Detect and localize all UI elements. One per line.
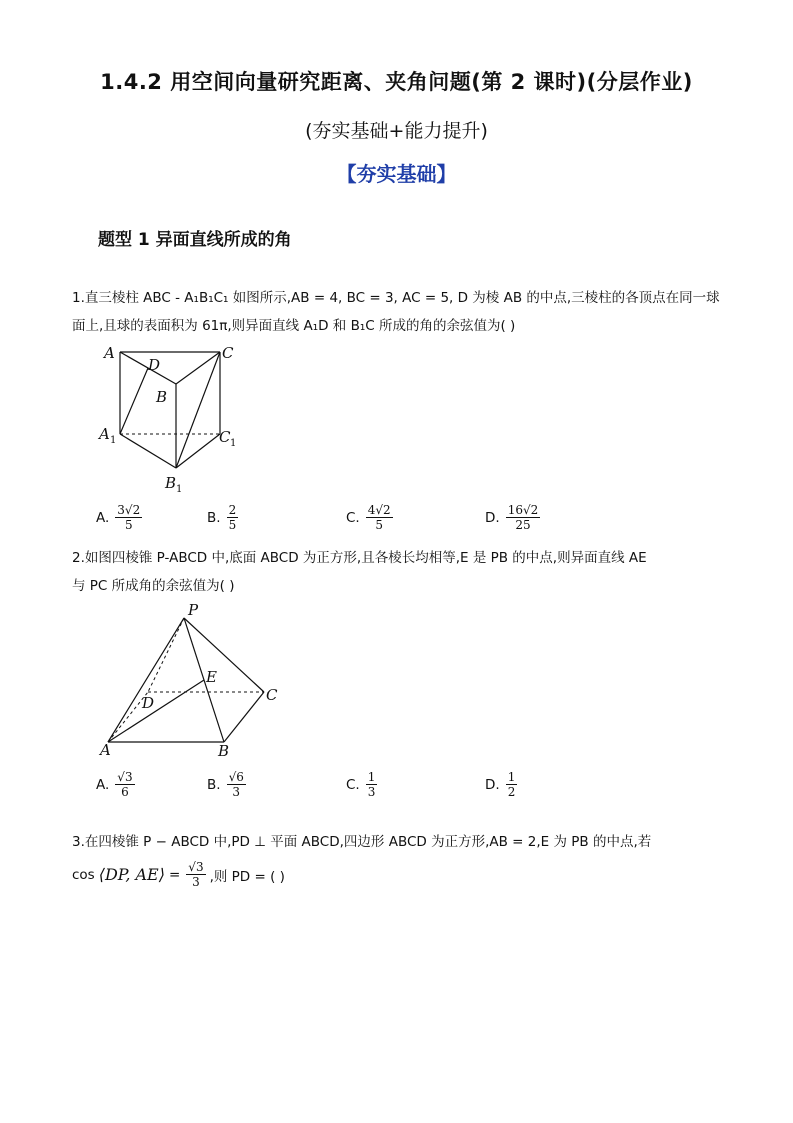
label-b1: B <box>165 474 177 492</box>
frac-num: 1 <box>367 770 376 784</box>
option-letter: C. <box>346 509 360 526</box>
option-letter: A. <box>96 509 110 526</box>
frac-den: 2 <box>507 785 516 799</box>
frac-num: 16√2 <box>507 503 539 517</box>
label-b1-sub: 1 <box>176 484 183 495</box>
label-p: P <box>188 601 199 619</box>
option-fraction <box>115 503 142 532</box>
option-fraction <box>227 503 239 532</box>
frac-num: √6 <box>228 770 244 784</box>
cos-label: cos <box>72 866 95 883</box>
option-fraction <box>366 770 378 799</box>
frac-den: 5 <box>124 518 133 532</box>
option-fraction <box>366 503 393 532</box>
edge-pa <box>108 618 184 742</box>
frac-num: √3 <box>188 860 204 874</box>
option-letter: A. <box>96 776 110 793</box>
frac-den: 6 <box>121 785 129 799</box>
topic-heading: 题型 1 异面直线所成的角 <box>98 230 292 250</box>
label-c: C <box>266 686 278 704</box>
q1-option-d[interactable] <box>485 503 540 532</box>
label-a: A <box>104 344 115 362</box>
label-a1: A <box>99 425 110 443</box>
q2-option-d[interactable] <box>485 770 517 799</box>
figure-pyramid <box>96 600 292 760</box>
question-3-line-1: 3.在四棱锥 P − ABCD 中,PD ⊥ 平面 ABCD,四边形 ABCD 为正方形,AB = 2,E 为 PB 的中点,若 <box>72 834 652 850</box>
frac-den: 3 <box>192 875 200 889</box>
q2-option-a[interactable] <box>96 770 135 799</box>
frac-den: 3 <box>367 785 376 799</box>
question-1-text <box>72 284 727 340</box>
vector-pair-text: DP, AE <box>104 865 159 884</box>
label-b: B <box>156 388 168 406</box>
option-letter: D. <box>485 509 500 526</box>
frac-num: √3 <box>117 770 133 784</box>
option-fraction <box>115 770 134 799</box>
question-3-line-2 <box>72 860 285 889</box>
equals-sign: = <box>168 866 181 883</box>
figure-prism <box>92 340 252 495</box>
label-c1-sub: 1 <box>230 438 237 449</box>
option-letter: B. <box>207 776 221 793</box>
frac-num: 1 <box>507 770 516 784</box>
frac-den: 5 <box>228 518 237 532</box>
frac-num: 4√2 <box>367 503 391 517</box>
option-fraction <box>227 770 246 799</box>
q3-suffix: ,则 PD = ( ) <box>209 868 285 885</box>
page-title: 1.4.2 用空间向量研究距离、夹角问题(第 2 课时)(分层作业) <box>100 70 693 94</box>
q3-fraction <box>186 860 205 889</box>
question-2-line-1: 2.如图四棱锥 P-ABCD 中,底面 ABCD 为正方形,且各棱长均相等,E 是 PB 的中点,则异面直线 AE <box>72 550 647 566</box>
label-e: E <box>206 668 217 686</box>
label-c1: C <box>219 428 231 446</box>
label-a1-sub: 1 <box>110 435 117 446</box>
label-d: D <box>142 694 155 712</box>
frac-num: 3√2 <box>117 503 141 517</box>
page-subtitle: (夯实基础+能力提升) <box>305 120 488 142</box>
option-letter: D. <box>485 776 500 793</box>
option-letter: C. <box>346 776 360 793</box>
frac-den: 3 <box>232 785 241 799</box>
q2-option-b[interactable] <box>207 770 246 799</box>
question-2-line-2: 与 PC 所成角的余弦值为( ) <box>72 578 235 594</box>
q1-option-c[interactable] <box>346 503 393 532</box>
label-b: B <box>218 742 230 760</box>
edge-pd-hidden <box>148 618 184 692</box>
label-d: D <box>148 356 161 374</box>
question-1-line-1: 1.直三棱柱 ABC - A₁B₁C₁ 如图所示,AB = 4, BC = 3, AC = 5, D 为棱 AB 的中点,三棱柱的各顶点在同一球 <box>72 290 720 306</box>
frac-num: 2 <box>228 503 237 517</box>
q1-option-b[interactable] <box>207 503 238 532</box>
section-heading: 【夯实基础】 <box>336 162 457 186</box>
question-1-line-2: 面上,且球的表面积为 61π,则异面直线 A₁D 和 B₁C 所成的角的余弦值为( ) <box>72 318 516 334</box>
vector-pair: ⟨DP, AE⟩ <box>98 865 165 884</box>
label-a: A <box>100 741 111 759</box>
question-3-text <box>72 828 727 856</box>
q1-option-a[interactable] <box>96 503 142 532</box>
frac-den: 5 <box>375 518 383 532</box>
frac-den: 25 <box>515 518 531 532</box>
option-fraction <box>506 770 518 799</box>
option-fraction <box>506 503 541 532</box>
option-letter: B. <box>207 509 221 526</box>
question-2-text <box>72 544 727 600</box>
edge-a1b1 <box>120 434 176 468</box>
label-c: C <box>222 344 234 362</box>
edge-bc <box>224 692 264 742</box>
segment-ae <box>108 680 204 742</box>
q2-option-c[interactable] <box>346 770 377 799</box>
segment-a1d <box>120 368 148 434</box>
